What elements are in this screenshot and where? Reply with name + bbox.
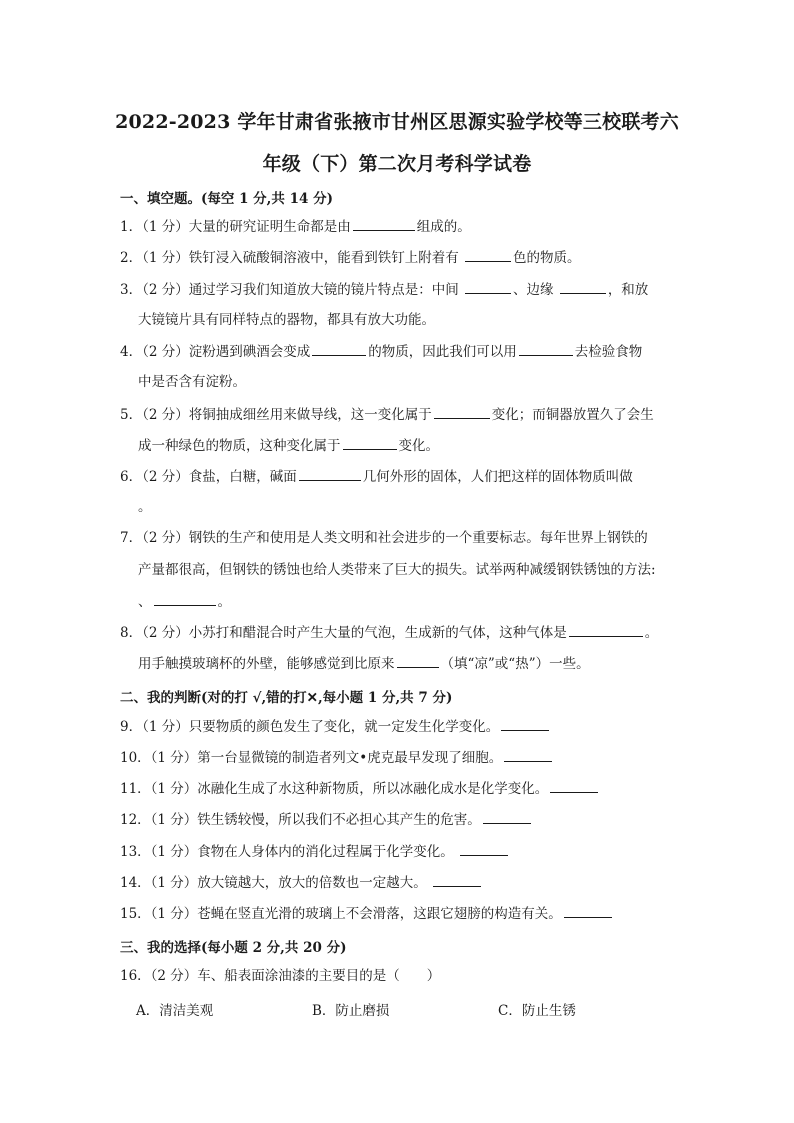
question-10-text: 10．（1 分）第一台显微镜的制造者列文•虎克最早发现了细胞。 [120,750,503,766]
answer-blank[interactable] [312,343,366,356]
question-7-line-3 [138,593,231,610]
answer-blank[interactable] [465,281,511,294]
question-5-continuation [138,437,439,454]
question-6 [120,468,633,485]
answer-blank[interactable] [483,811,531,824]
question-4-text-a: 4．（2 分）淀粉遇到碘酒会变成 [120,344,311,360]
answer-blank[interactable] [465,249,511,262]
answer-blank[interactable] [564,905,612,918]
question-5-text-a: 5．（2 分）将铜抽成细丝用来做导线，这一变化属于 [120,407,432,423]
question-8 [120,624,658,641]
question-5-text-b: 变化；而铜器放置久了会生 [491,407,654,423]
question-13-text: 13．（1 分）食物在人身体内的消化过程属于化学变化。 [120,844,459,860]
question-1 [120,218,471,235]
question-15 [120,905,614,922]
answer-blank[interactable] [434,406,490,419]
answer-blank[interactable] [560,281,606,294]
question-3 [120,281,648,298]
answer-blank[interactable] [343,437,397,450]
question-8-text-c: 用手触摸玻璃杯的外壁，能够感觉到比原来 [138,656,395,672]
answer-blank[interactable] [433,874,481,887]
question-12-text: 12．（1 分）铁生锈较慢，所以我们不必担心其产生的危害。 [120,812,481,828]
answer-blank[interactable] [550,780,598,793]
question-4-text-b: 的物质，因此我们可以用 [368,344,517,360]
question-1-text-a: 1．（1 分）大量的研究证明生命都是由 [120,219,351,235]
question-2 [120,249,581,266]
question-12 [120,811,533,828]
answer-blank[interactable] [154,593,216,606]
question-6-continuation: 。 [138,499,152,515]
question-6-text-b: 几何外形的固体，人们把这样的固体物质叫做 [362,469,633,485]
option-a[interactable]: A．清洁美观 [136,1003,214,1019]
question-15-text: 15．（1 分）苍蝇在竖直光滑的玻璃上不会滑落，这跟它翅膀的构造有关。 [120,906,562,922]
exam-title-line-2: 年级（下）第二次月考科学试卷 [262,153,532,175]
question-2-text-a: 2．（1 分）铁钉浸入硫酸铜溶液中，能看到铁钉上附着有 [120,250,464,266]
question-7-text-d: 。 [217,594,231,610]
question-14-text: 14．（1 分）放大镜越大，放大的倍数也一定越大。 [120,875,432,891]
question-13 [120,843,510,860]
question-10 [120,749,554,766]
answer-blank[interactable] [504,749,552,762]
exam-title-line-1: 2022-2023 学年甘肃省张掖市甘州区思源实验学校等三校联考六 [115,111,679,133]
answer-blank[interactable] [501,718,549,731]
question-7-text-c: 、 [138,594,152,610]
question-6-text-a: 6．（2 分）食盐，白糖，碱面 [120,469,297,485]
question-16-stem: 16．（2 分）车、船表面涂油漆的主要目的是（ ） [120,968,441,984]
question-3-continuation: 大镜镜片具有同样特点的器物，都具有放大功能。 [138,312,435,328]
question-11 [120,780,600,797]
option-b[interactable]: B．防止磨损 [312,1003,390,1019]
question-11-text: 11．（1 分）冰融化生成了水这种新物质，所以冰融化成水是化学变化。 [120,781,549,797]
answer-blank[interactable] [519,343,573,356]
question-9-text: 9．（1 分）只要物质的颜色发生了变化，就一定发生化学变化。 [120,719,500,735]
answer-blank[interactable] [569,624,643,637]
question-5-text-d: 变化。 [398,438,439,454]
section-2-heading: 二、我的判断(对的打 √,错的打✕,每小题 1 分,共 7 分) [120,690,453,706]
question-4-text-c: 去检验食物 [574,344,643,360]
question-3-text-b: 、边缘 [513,282,558,298]
question-4-continuation: 中是否含有淀粉。 [138,374,246,390]
option-c[interactable]: C．防止生锈 [498,1003,576,1019]
answer-blank[interactable] [353,218,415,231]
section-3-heading: 三、我的选择(每小题 2 分,共 20 分) [120,940,347,956]
question-9 [120,718,551,735]
question-3-text-c: ，和放 [607,282,649,298]
question-8-text-b: 。 [644,625,659,641]
question-5 [120,406,654,423]
question-8-text-d: （填“凉”或“热”）一些。 [440,656,590,672]
question-3-text-a: 3．（2 分）通过学习我们知道放大镜的镜片特点是：中间 [120,282,464,298]
answer-blank[interactable] [299,468,361,481]
answer-blank[interactable] [397,655,439,668]
question-7: 7．（2 分）钢铁的生产和使用是人类文明和社会进步的一个重要标志。每年世界上钢铁的 [120,530,648,546]
question-14 [120,874,483,891]
question-8-continuation [138,655,590,672]
question-4 [120,343,642,360]
question-7-line-2: 产量都很高，但钢铁的锈蚀也给人类带来了巨大的损失。试举两种减缓钢铁锈蚀的方法: [138,562,656,578]
answer-blank[interactable] [460,843,508,856]
question-8-text-a: 8．（2 分）小苏打和醋混合时产生大量的气泡，生成新的气体，这种气体是 [120,625,567,641]
question-1-text-b: 组成的。 [416,219,471,235]
question-2-text-b: 色的物质。 [513,250,581,266]
section-1-heading: 一、填空题。(每空 1 分,共 14 分) [120,191,333,207]
question-5-text-c: 成一种绿色的物质，这种变化属于 [138,438,341,454]
